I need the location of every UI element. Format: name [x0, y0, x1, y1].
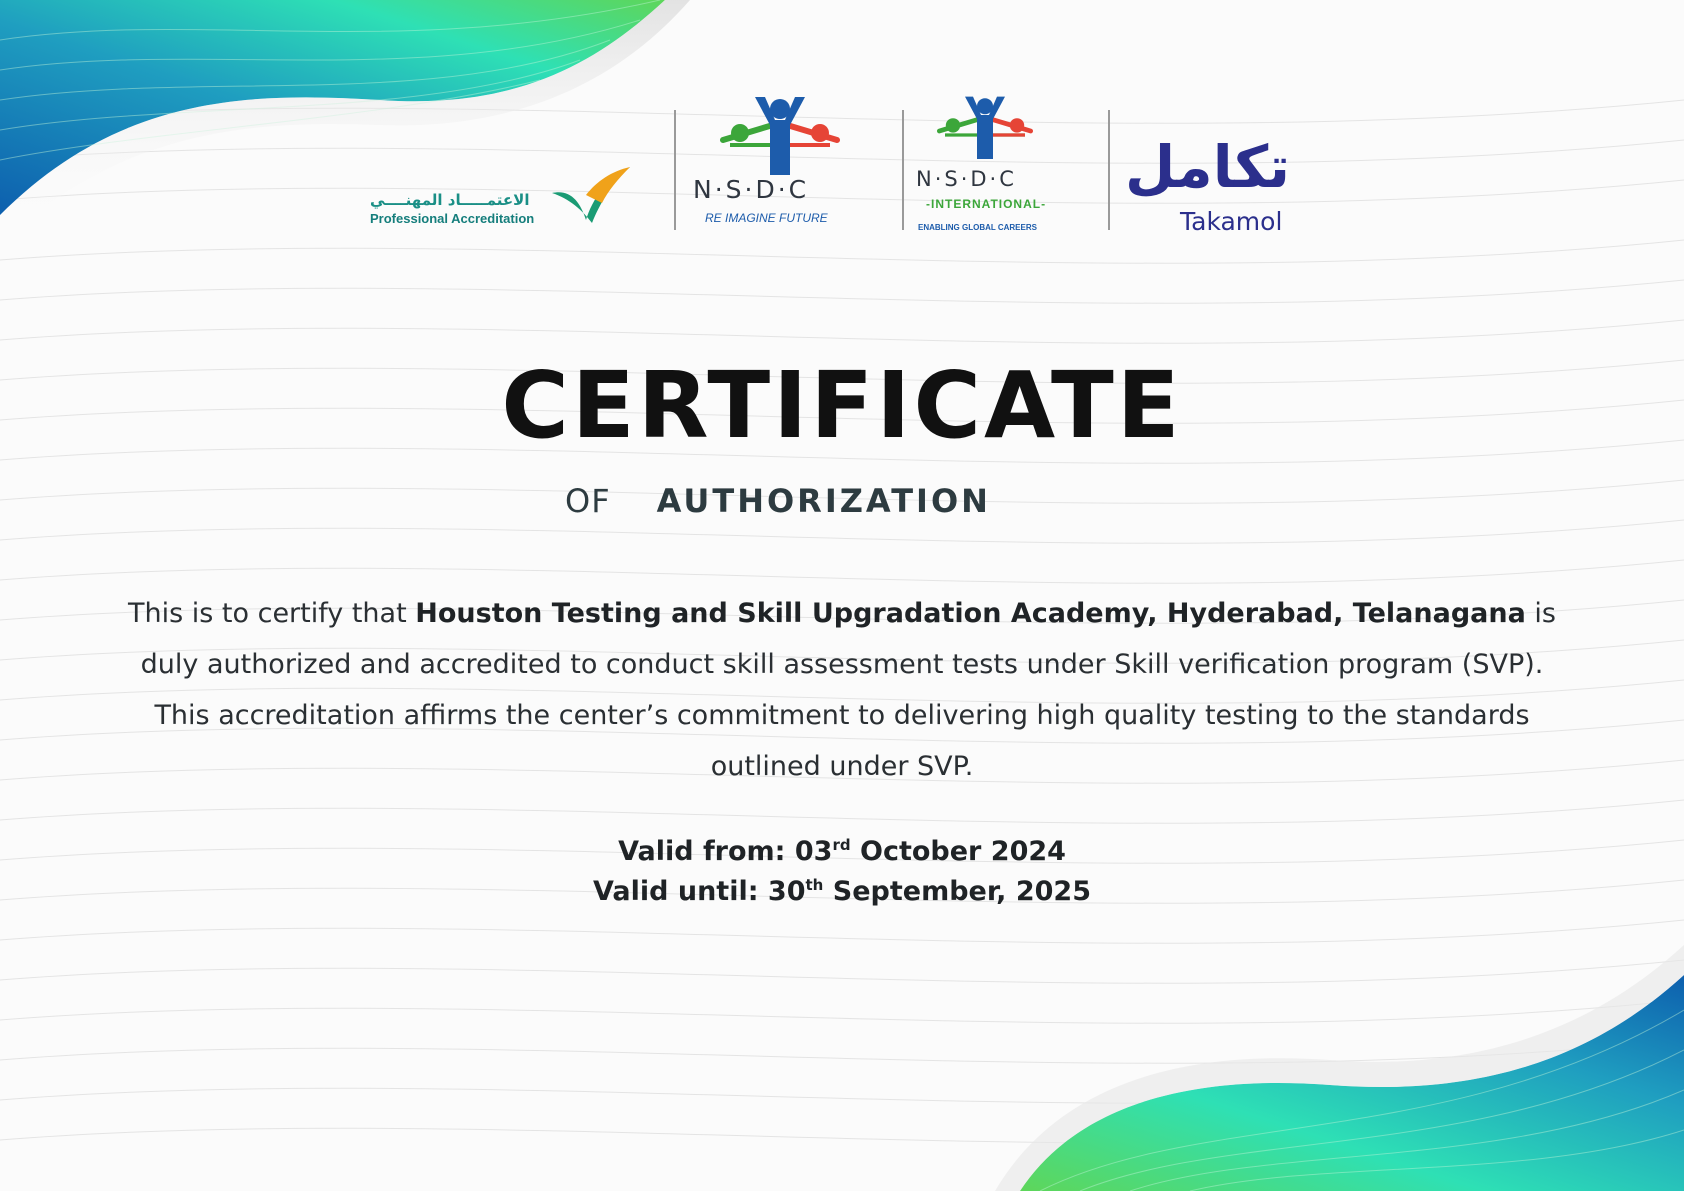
takamol-logo: [1125, 95, 1320, 245]
people-figures-icon: [715, 95, 845, 185]
nsdc-tagline: RE IMAGINE FUTURE: [705, 211, 828, 225]
valid-from-ordinal: rd: [832, 836, 851, 854]
valid-until-date: September, 2025: [823, 876, 1091, 907]
accredited-entity-name: Houston Testing and Skill Upgradation Academy, Hyderabad, Telanagana: [415, 598, 1526, 629]
nsdc-international-subname: -INTERNATIONAL-: [926, 197, 1047, 211]
certificate-body: [120, 588, 1564, 792]
logo-divider: [902, 110, 904, 230]
subtitle-of: OF: [565, 482, 611, 520]
certificate-title: CERTIFICATE: [501, 352, 1183, 459]
valid-until-ordinal: th: [805, 876, 824, 894]
professional-accreditation-logo: [360, 95, 630, 245]
accreditation-english-text: Professional Accreditation: [370, 211, 535, 226]
logo-divider: [674, 110, 676, 230]
body-suffix: is duly authorized and accredited to conduct skill assessment tests under Skill verification program (SVP). This accreditation affirms the center’s commitment to delivering high quality testing to the standards outlined under SVP.: [140, 598, 1556, 782]
valid-from-date: October 2024: [850, 836, 1066, 867]
logo-bar: [360, 95, 1320, 245]
accreditation-arabic-text: الاعتمـــــاد المهنــــي: [370, 191, 530, 209]
nsdc-international-name: N·S·D·C: [916, 167, 1017, 191]
valid-from-label: Valid from: 03: [618, 836, 833, 867]
nsdc-logo: [695, 95, 865, 235]
subtitle-authorization: AUTHORIZATION: [656, 482, 991, 520]
nsdc-international-logo: [916, 95, 1072, 235]
valid-until-label: Valid until: 30: [592, 876, 806, 907]
logo-divider: [1108, 110, 1110, 230]
valid-from-line: [0, 836, 1684, 867]
nsdc-name: N·S·D·C: [693, 175, 810, 204]
takamol-english-text: Takamol: [1180, 207, 1283, 236]
checkmark-icon: [552, 165, 632, 225]
valid-until-line: [0, 876, 1684, 907]
people-figures-icon: [930, 95, 1040, 167]
body-prefix: This is to certify that: [128, 598, 416, 629]
certificate-subtitle: [565, 482, 991, 520]
nsdc-international-tagline: ENABLING GLOBAL CAREERS: [918, 223, 1037, 232]
takamol-arabic-text: تكامل: [1125, 133, 1290, 201]
